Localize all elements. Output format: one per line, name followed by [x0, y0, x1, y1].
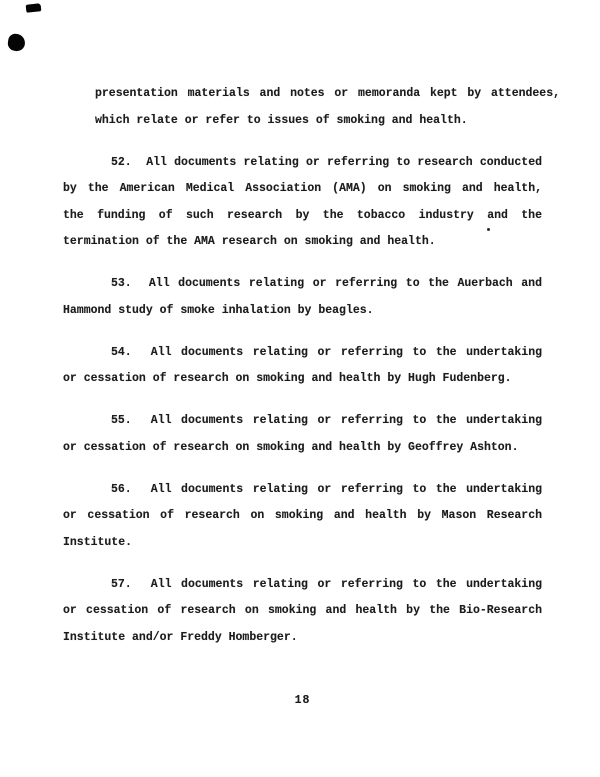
- ink-blot-icon: [7, 33, 26, 52]
- ink-smudge-icon: [26, 3, 42, 13]
- paragraph-continuation: [95, 81, 560, 134]
- text-line: Institute.: [63, 535, 133, 549]
- document-body: [63, 81, 560, 667]
- paragraph-54: [63, 340, 542, 393]
- text-line: 56. All documents relating or referring to the undertaking: [111, 482, 542, 496]
- paragraph-55: [63, 408, 542, 461]
- page-number: 18: [294, 694, 311, 707]
- text-line: 55. All documents relating or referring to the undertaking: [111, 414, 542, 427]
- text-line: by the American Medical Association (AMA) on smoking and health,: [63, 182, 542, 195]
- paragraph-57: [63, 572, 542, 652]
- text-line: 53. All documents relating or referring to the Auerbach and: [111, 277, 542, 290]
- paragraph-53: [63, 271, 542, 324]
- text-line: 57. All documents relating or referring to the undertaking: [111, 577, 542, 591]
- text-line: Institute and/or Freddy Homberger.: [63, 630, 298, 644]
- text-line: presentation materials and notes or memoranda kept by attendees,: [95, 87, 560, 100]
- text-line: Hammond study of smoke inhalation by beagles.: [63, 303, 374, 317]
- paragraph-52: [63, 150, 542, 256]
- text-line: termination of the AMA research on smoking and health.: [63, 235, 436, 248]
- paragraph-56: [63, 477, 542, 557]
- text-line: which relate or refer to issues of smoking and health.: [95, 113, 468, 127]
- text-line: the funding of such research by the tobacco industry and the: [63, 208, 542, 222]
- text-line: or cessation of research on smoking and health by Hugh Fudenberg.: [63, 372, 512, 385]
- text-line: or cessation of research on smoking and health by Geoffrey Ashton.: [63, 440, 519, 454]
- text-line: 54. All documents relating or referring to the undertaking: [111, 345, 542, 359]
- text-line: or cessation of research on smoking and health by Mason Research: [63, 509, 542, 522]
- text-line: or cessation of research on smoking and health by the Bio-Research: [63, 604, 542, 617]
- text-line: 52. All documents relating or referring to research conducted: [111, 155, 542, 169]
